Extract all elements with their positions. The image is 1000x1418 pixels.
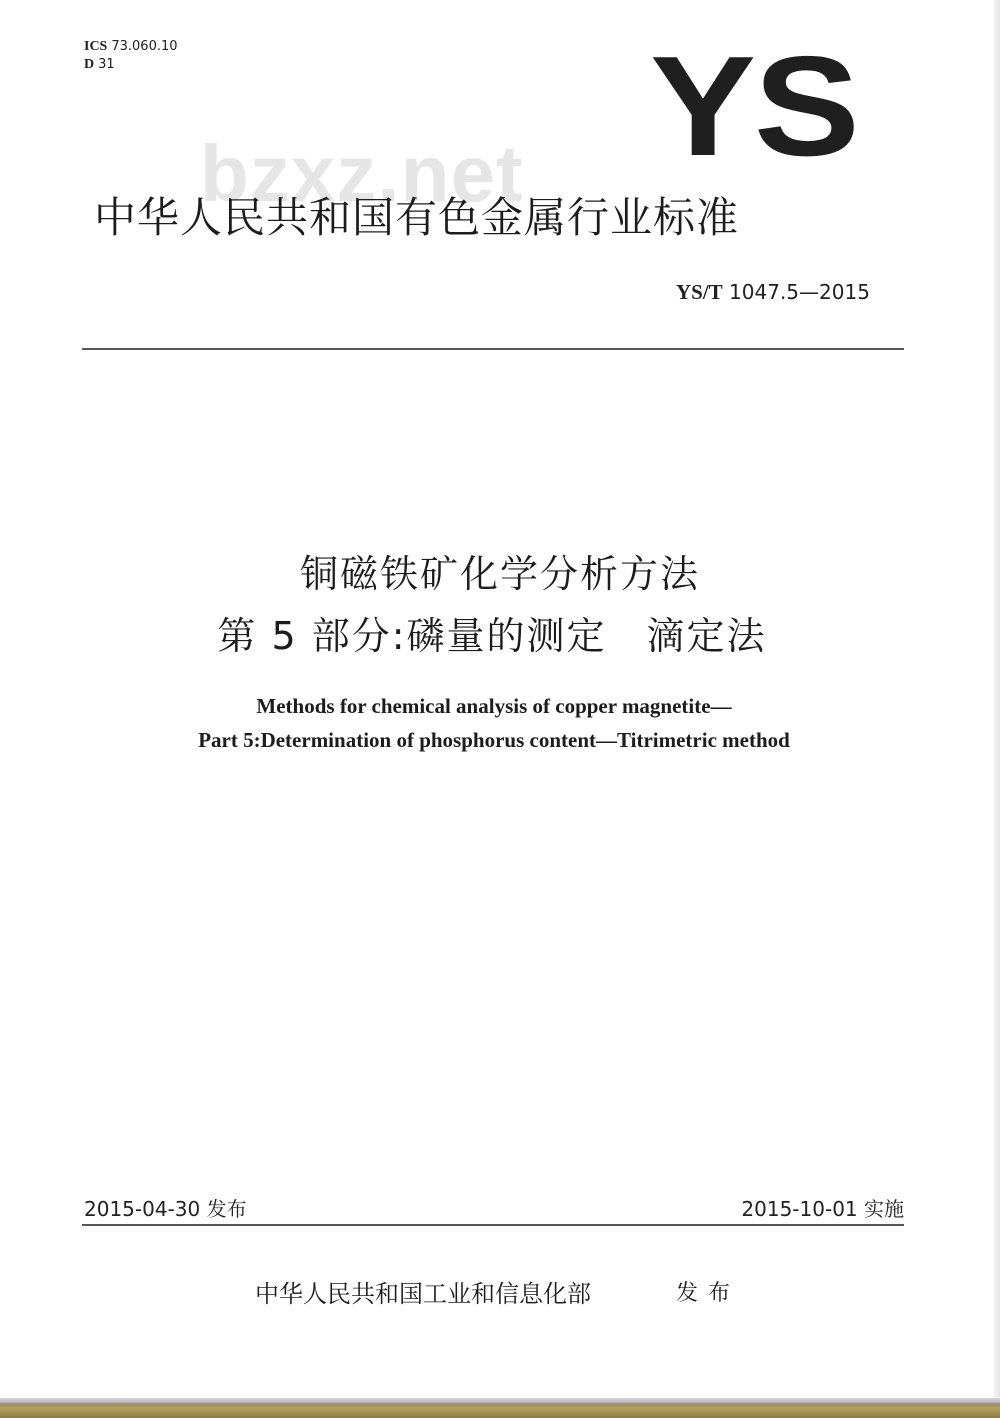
issuing-authority: 中华人民共和国工业和信息化部: [255, 1280, 591, 1308]
ccs-label: D: [84, 57, 95, 72]
bottom-divider: [82, 1224, 904, 1226]
bottom-scan-strip: [0, 1398, 1000, 1418]
ics-label: ICS: [84, 39, 108, 54]
standard-number: [676, 280, 870, 305]
page-edge: [994, 0, 1000, 1418]
industry-standard-title: 中华人民共和国有色金属行业标准: [94, 193, 740, 242]
watermark: bzxz.net: [200, 129, 524, 218]
ccs-code: 31: [98, 57, 115, 72]
standard-number-prefix: YS/T: [676, 280, 723, 304]
ys-logo: YS: [650, 27, 858, 186]
english-title-line-2: Part 5:Determination of phosphorus content—Titrimetric method: [198, 728, 790, 752]
top-divider: [82, 348, 904, 350]
ics-line: [84, 38, 178, 56]
implement-date: 2015-10-01 实施: [741, 1197, 904, 1221]
publish-date: 2015-04-30 发布: [84, 1197, 247, 1221]
ics-code: 73.060.10: [111, 39, 178, 54]
ccs-line: [84, 56, 178, 74]
standard-number-value: 1047.5—2015: [729, 280, 870, 304]
issuing-action: 发布: [676, 1281, 741, 1306]
classification-codes: [84, 38, 178, 74]
chinese-title-line-2: 第 5 部分:磷量的测定 滴定法: [217, 614, 767, 658]
english-title-line-1: Methods for chemical analysis of copper magnetite—: [256, 694, 732, 718]
chinese-title-line-1: 铜磁铁矿化学分析方法: [299, 552, 700, 596]
